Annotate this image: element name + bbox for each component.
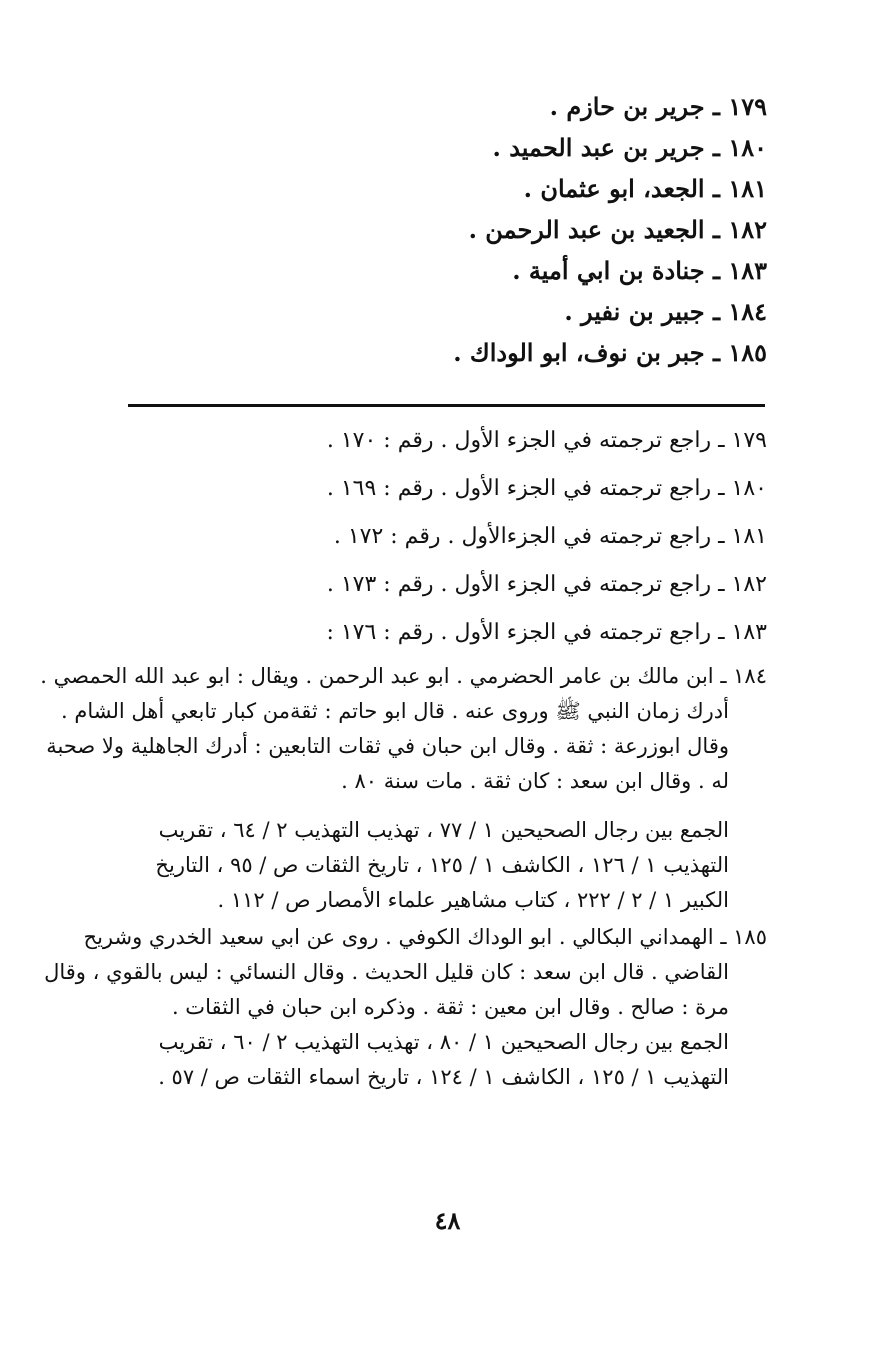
footnote-184-bio-line: ١٨٤ ـ ابن مالك بن عامر الحضرمي . ابو عبد الرحمن . ويقال : ابو عبد الله الحمصي . [40, 664, 767, 688]
footnote-185-bio-line: القاضي . قال ابن سعد : كان قليل الحديث . وقال النسائي : ليس بالقوي ، وقال [44, 960, 729, 984]
footnote-182: ١٨٢ ـ راجع ترجمته في الجزء الأول . رقم : ١٧٣ . [326, 572, 767, 597]
entry-183: ١٨٣ ـ جنادة بن ابي أمية . [512, 256, 767, 285]
entry-182: ١٨٢ ـ الجعيد بن عبد الرحمن . [468, 215, 767, 244]
paragraph-gap [77, 799, 767, 813]
footnote-185-source-line: التهذيب ١ / ١٢٥ ، الكاشف ١ / ١٢٤ ، تاريخ اسماء الثقات ص / ٥٧ . [158, 1065, 729, 1089]
page-number: ٤٨ [434, 1206, 461, 1235]
footnote-184-bio-line: وقال ابوزرعة : ثقة . وقال ابن حبان في ثقات التابعين : أدرك الجاهلية ولا صحبة [46, 734, 729, 758]
footnote-185-source-line: الجمع بين رجال الصحيحين ١ / ٨٠ ، تهذيب التهذيب ٢ / ٦٠ ، تقريب [158, 1030, 729, 1054]
footnote-185-bio-line: ١٨٥ ـ الهمداني البكالي . ابو الوداك الكوفي . روى عن ابي سعيد الخدري وشريح [83, 925, 767, 949]
entry-179: ١٧٩ ـ جرير بن حازم . [549, 92, 767, 121]
footnote-184-source-line: التهذيب ١ / ١٢٦ ، الكاشف ١ / ١٢٥ ، تاريخ الثقات ص / ٩٥ ، التاريخ [155, 853, 729, 877]
footnote-184-source-line: الكبير ١ / ٢ / ٢٢٢ ، كتاب مشاهير علماء الأمصار ص / ١١٢ . [217, 888, 729, 912]
footnote-184-bio-line: له . وقال ابن سعد : كان ثقة . مات سنة ٨٠ . [341, 769, 729, 793]
entry-181: ١٨١ ـ الجعد، ابو عثمان . [523, 174, 767, 203]
entry-180: ١٨٠ ـ جرير بن عبد الحميد . [492, 133, 767, 162]
footnote-180: ١٨٠ ـ راجع ترجمته في الجزء الأول . رقم : ١٦٩ . [326, 476, 767, 501]
footnote-185 [44, 920, 767, 1095]
footnote-179: ١٧٩ ـ راجع ترجمته في الجزء الأول . رقم : ١٧٠ . [326, 428, 767, 453]
footnote-184 [40, 659, 767, 918]
entry-185: ١٨٥ ـ جبر بن نوف، ابو الوداك . [453, 338, 767, 367]
footnote-separator [128, 404, 765, 407]
footnote-185-bio-line: مرة : صالح . وقال ابن معين : ثقة . وذكره ابن حبان في الثقات . [171, 995, 729, 1019]
footnote-181: ١٨١ ـ راجع ترجمته في الجزءالأول . رقم : ١٧٢ . [333, 524, 767, 549]
footnote-184-source-line: الجمع بين رجال الصحيحين ١ / ٧٧ ، تهذيب التهذيب ٢ / ٦٤ ، تقريب [158, 818, 729, 842]
entry-184: ١٨٤ ـ جبير بن نفير . [564, 297, 767, 326]
entry-list [367, 86, 767, 373]
footnote-184-bio-line: أدرك زمان النبي ﷺ وروى عنه . قال ابو حاتم : ثقةمن كبار تابعي أهل الشام . [60, 699, 729, 723]
footnotes [40, 417, 767, 1095]
footnote-183: ١٨٣ ـ راجع ترجمته في الجزء الأول . رقم : ١٧٦ : [326, 620, 767, 645]
